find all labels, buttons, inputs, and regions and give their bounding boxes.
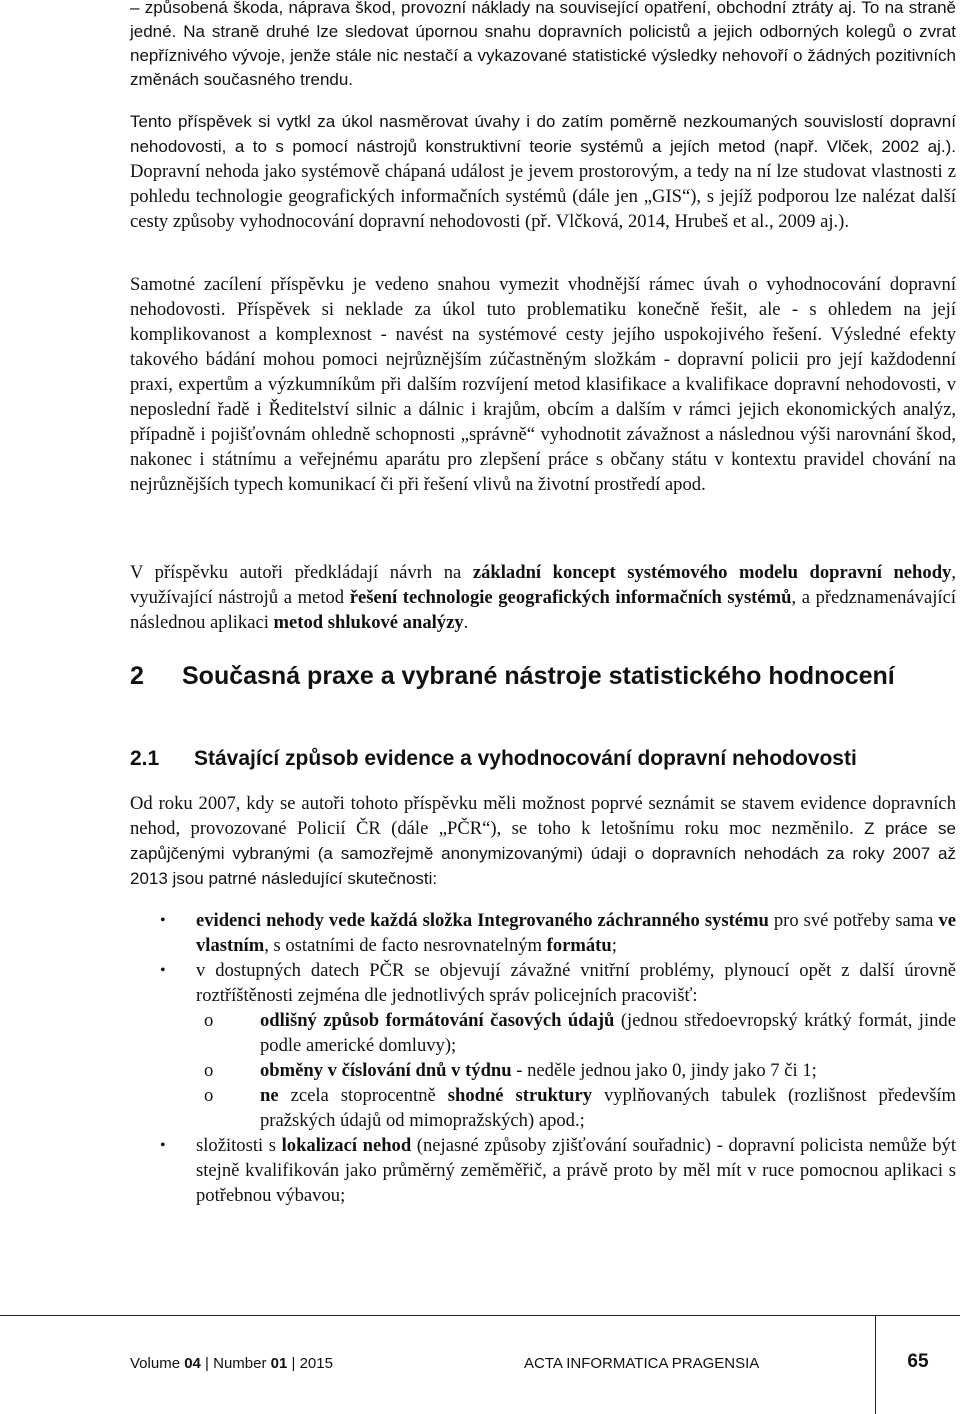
sub3-text-2: vyplňovaných tabulek (rozlišnost především pražských údajů od mimopražských) apod.; <box>260 1085 956 1131</box>
circle-bullet-icon: o <box>204 1085 214 1106</box>
subsection-heading <box>130 745 956 773</box>
footer-number-label: | Number <box>200 1355 271 1372</box>
item3-text-1: složitosti s <box>196 1135 282 1156</box>
sub2-bold: obměny v číslování dnů v týdnu <box>260 1060 512 1081</box>
sub-list-item <box>196 1083 956 1133</box>
footer-divider <box>0 1315 960 1316</box>
proposal-bold-3: metod shlukové analýzy <box>273 612 464 633</box>
bullet-icon: • <box>160 962 166 979</box>
proposal-text-1: V příspěvku autoři předkládají návrh na <box>130 562 473 583</box>
footer-number: 01 <box>270 1355 288 1372</box>
item3-text-2: (nejasné způsoby zjišťování souřadnic) - dopravní policista nemůže být stejně kvalifikován jako průměrný zeměměřič, a právě proto by měl mít v ruce pomocnou aplikaci s potřebnou výbavou; <box>196 1135 957 1206</box>
page-number: 65 <box>907 1351 929 1372</box>
item3-bold-1: lokalizací nehod <box>281 1135 412 1156</box>
item1-text-3: ; <box>611 935 617 956</box>
item1-bold-3: formátu <box>546 935 612 956</box>
paragraph-focus: Samotné zacílení příspěvku je vedeno snahou vymezit vhodnější rámec úvah o vyhodnocování dopravní nehodovosti. Příspěvek si neklade za úkol tuto problematiku konečně řešit, ale - s ohledem na její komplikovanost a komplexnost - navést na systémové cesty jejího uspokojivého řešení. Výsledné efekty takového bádání mohou pomoci nejrůznějším zúčastněným složkám - dopravní policii pro její každodenní praxi, expertům a výzkumníkům při dalším rozvíjení metod klasifikace a kvalifikace dopravní nehodovosti, v neposlední řadě i Ředitelství silnic a dálnic i krajům, obcím a dalším v rámci jejich ekonomických analýz, případně i pojišťovnám ohledně schopnosti „správně“ vyhodnotit závažnost a následnou výši narovnání škod, nakonec i státnímu a veřejnému aparátu pro zlepšení práce s občany státu v kontextu pravidel chování na nejrůznějších typech komunikací či při řešení vlivů na životní prostředí apod. <box>130 274 956 495</box>
item1-text-1: pro své potřeby sama <box>768 910 939 931</box>
footer-volume: 04 <box>184 1355 201 1372</box>
bullet-icon: • <box>160 912 166 929</box>
sub1-bold: odlišný způsob formátování časových údajů <box>260 1010 615 1031</box>
item1-bold-2: ve vlastním <box>196 910 956 956</box>
footer-separator: | <box>287 1355 300 1372</box>
bullet-icon: • <box>160 1137 166 1154</box>
paragraph-aims-part1: Tento příspěvek si vytkl za úkol nasměrovat úvahy i do zatím poměrně nezkoumaných souvislostí dopravní nehodovosti, a to s pomocí nástrojů konstruktivní teorie systémů a jejích metod (např. Vlček, 2002 aj.). <box>130 112 956 156</box>
paragraph-aims <box>130 110 956 234</box>
subsection-title: Stávající způsob evidence a vyhodnocování dopravní nehodovosti <box>194 747 857 770</box>
paragraph-evidence <box>130 791 956 891</box>
footer-journal-name: ACTA INFORMATICA PRAGENSIA <box>524 1355 760 1372</box>
evidence-text-1: Od roku 2007, kdy se autoři tohoto příspěvku měli možnost poprvé seznámit se stavem evidence dopravních nehod, provozované Policií ČR (dále „PČR“), se toho k letošnímu roku moc nezměnilo. <box>130 793 956 839</box>
proposal-text-4: . <box>463 612 469 633</box>
list-item <box>130 958 956 1133</box>
sub3-text-1: zcela stoprocentně <box>278 1085 448 1106</box>
sub3-bold-1: ne <box>260 1085 279 1106</box>
list-item <box>130 1133 956 1208</box>
sub-list-item <box>196 1008 956 1058</box>
section-title: Současná praxe a vybrané nástroje statistického hodnocení <box>182 662 895 690</box>
sub-list <box>196 1008 956 1133</box>
section-number: 2 <box>130 662 144 690</box>
footer-volume-info <box>130 1354 333 1374</box>
footer-year: 2015 <box>299 1355 333 1372</box>
paragraph-intro-continuation: – způsobená škoda, náprava škod, provozní náklady na související opatření, obchodní ztráty aj. To na straně jedné. Na straně druhé lze sledovat úpornou snahu dopravních policistů a jejich odborných kolegů o zvrat nepříznivého vývoje, jenže stále nic nestačí a vykazované statistické výsledky nehovoří o žádných pozitivních změnách současného trendu. <box>130 0 956 89</box>
circle-bullet-icon: o <box>204 1060 214 1081</box>
paragraph-proposal <box>130 560 956 635</box>
subsection-number: 2.1 <box>130 747 160 770</box>
footer-volume-label: Volume <box>130 1355 185 1372</box>
section-heading <box>130 660 950 693</box>
item2-text: v dostupných datech PČR se objevují závažné vnitřní problémy, plynoucí opět z další úrovně roztříštěnosti zejména dle jednotlivých správ policejních pracovišť: <box>196 960 956 1006</box>
proposal-text-3: , a předznamenávající následnou aplikaci <box>130 587 956 633</box>
findings-list <box>130 908 956 1208</box>
sub3-bold-2: shodné struktury <box>447 1085 592 1106</box>
proposal-text-2: , využívající nástrojů a metod <box>130 562 956 608</box>
evidence-text-2: Z práce se zapůjčenými vybranými (a samozřejmě anonymizovanými) údaji o dopravních nehodách za roky 2007 až 2013 jsou patrné následující skutečnosti: <box>130 819 956 888</box>
item1-text-2: , s ostatními de facto nesrovnatelným <box>264 935 547 956</box>
sub-list-item <box>196 1058 956 1083</box>
circle-bullet-icon: o <box>204 1010 214 1031</box>
paragraph-aims-part2: Dopravní nehoda jako systémově chápaná událost je jevem prostorovým, a tedy na ní lze studovat vlastnosti z pohledu technologie geografických informačních systémů (dále jen „GIS“), s jejíž podporou lze nalézat další cesty způsoby vyhodnocování dopravní nehodovosti (př. Vlčková, 2014, Hrubeš et al., 2009 aj.). <box>130 161 956 232</box>
proposal-bold-1: základní koncept systémového modelu dopravní nehody <box>472 562 952 583</box>
item1-bold-1: evidenci nehody vede každá složka Integrovaného záchranného systému <box>196 910 769 931</box>
sub2-text: - neděle jednou jako 0, jindy jako 7 či 1; <box>511 1060 817 1081</box>
list-item <box>130 908 956 958</box>
proposal-bold-2: řešení technologie geografických informačních systémů <box>349 587 792 608</box>
sub1-text: (jednou středoevropský krátký formát, jinde podle americké domluvy); <box>260 1010 956 1056</box>
